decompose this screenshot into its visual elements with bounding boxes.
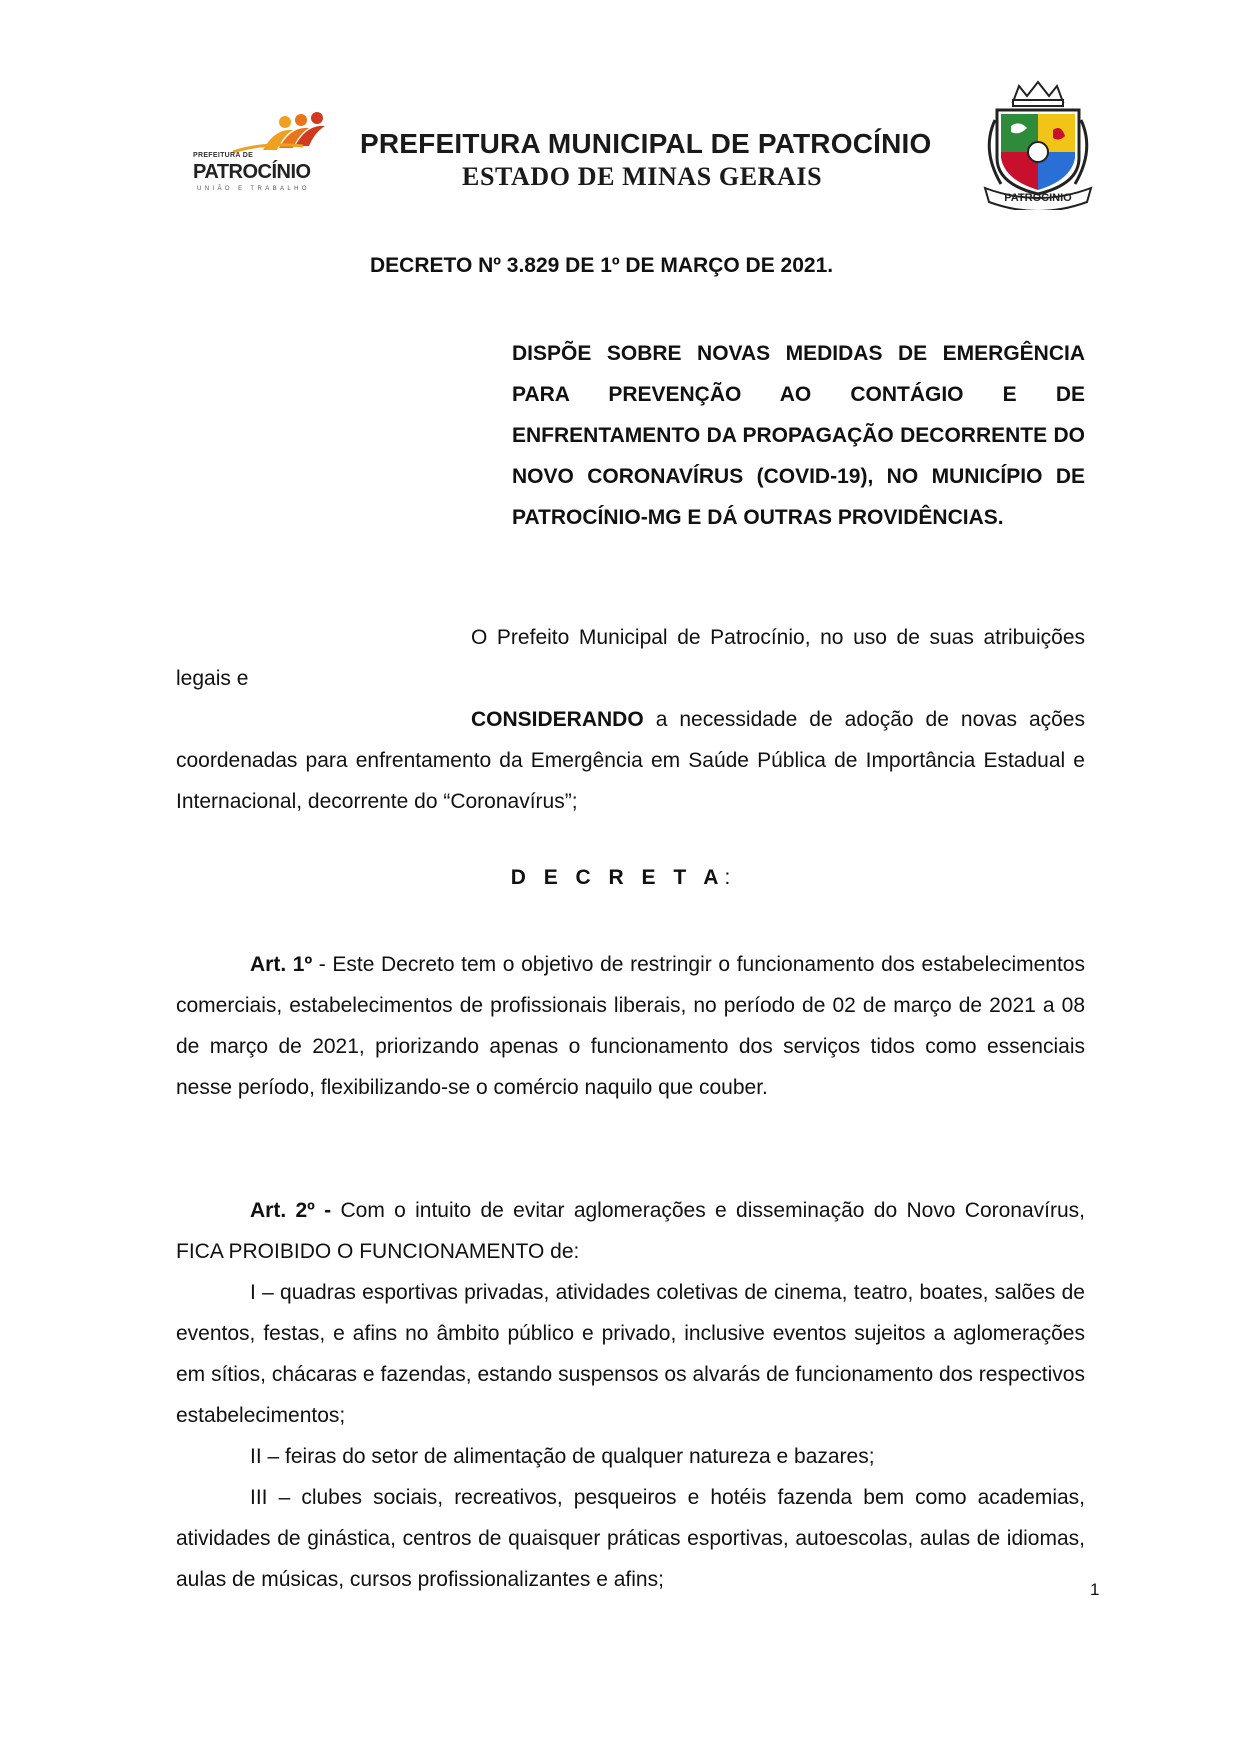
decree-title: DECRETO Nº 3.829 DE 1º DE MARÇO DE 2021.	[370, 254, 834, 277]
considerando-label: CONSIDERANDO	[471, 708, 644, 731]
article-1	[176, 944, 1085, 1108]
header-subtitle: ESTADO DE MINAS GERAIS	[462, 162, 823, 191]
coat-of-arms	[975, 80, 1101, 210]
decreta-label: D E C R E T A	[510, 866, 725, 889]
article-1-label: Art. 1º	[250, 953, 313, 976]
article-2-text: Com o intuito de evitar aglomerações e disseminação do Novo Coronavírus, FICA PROIBIDO O FUNCIONAMENTO de:	[176, 1199, 1085, 1263]
article-1-text: - Este Decreto tem o objetivo de restringir o funcionamento dos estabelecimentos comerciais, estabelecimentos de profissionais liberais, no período de 02 de março de 2021 a 08 de março de 2021, priorizando apenas o funcionamento dos serviços tidos como essenciais nesse período, flexibilizando-se o comércio naquilo que couber.	[176, 953, 1085, 1099]
logo-slogan: UNIÃO E TRABALHO	[197, 186, 310, 192]
article-2-label: Art. 2º -	[250, 1199, 332, 1222]
article-2-item-1: I – quadras esportivas privadas, atividades coletivas de cinema, teatro, boates, salões de eventos, festas, e afins no âmbito público e privado, inclusive eventos sujeitos a aglomerações em sítios, chácaras e fazendas, estando suspensos os alvarás de funcionamento dos respectivos estabelecimentos;	[176, 1281, 1085, 1427]
preamble-text: O Prefeito Municipal de Patrocínio, no uso de suas atribuições legais e	[176, 626, 1085, 690]
article-2-item-3: III – clubes sociais, recreativos, pesqueiros e hotéis fazenda bem como academias, atividades de ginástica, centros de quaisquer práticas esportivas, autoescolas, aulas de idiomas, aulas de músicas, cursos profissionalizantes e afins;	[176, 1486, 1085, 1591]
logo-top-text: PREFEITURA DE	[193, 152, 254, 159]
header-title: PREFEITURA MUNICIPAL DE PATROCÍNIO	[360, 128, 932, 159]
considerando-paragraph	[176, 699, 1085, 822]
decree-ementa: DISPÕE SOBRE NOVAS MEDIDAS DE EMERGÊNCIA PARA PREVENÇÃO AO CONTÁGIO E DE ENFRENTAMENTO DA PROPAGAÇÃO DECORRENTE DO NOVO CORONAVÍRUS (COVID-19), NO MUNICÍPIO DE PATROCÍNIO-MG E DÁ OUTRAS PROVIDÊNCIAS.	[512, 342, 1085, 529]
article-2-item-2: II – feiras do setor de alimentação de qualquer natureza e bazares;	[250, 1445, 875, 1468]
patrocinio-logo	[193, 112, 333, 194]
decreta-colon: :	[724, 866, 731, 889]
considerando-text: a necessidade de adoção de novas ações coordenadas para enfrentamento da Emergência em Saúde Pública de Importância Estadual e Internacional, decorrente do “Coronavírus”;	[176, 708, 1085, 813]
decreta-heading	[0, 866, 1241, 890]
logo-name: PATROCÍNIO	[193, 161, 311, 183]
article-2	[176, 1190, 1085, 1272]
preamble-paragraph	[176, 617, 1085, 699]
crest-ribbon-text: PATROCINIO	[1004, 192, 1072, 204]
people-logo-icon	[193, 112, 333, 154]
page-number: 1	[1090, 1580, 1100, 1599]
coat-of-arms-icon	[975, 80, 1101, 210]
